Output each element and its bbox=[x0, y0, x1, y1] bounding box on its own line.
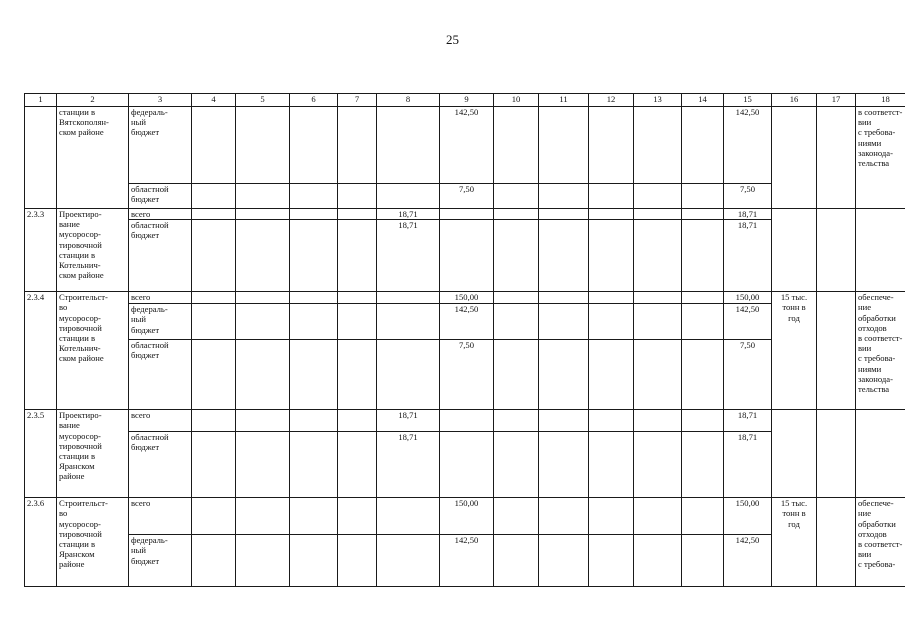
funding-source-cell: всего bbox=[129, 498, 192, 535]
empty-cell bbox=[236, 340, 290, 410]
empty-cell bbox=[338, 535, 377, 587]
empty-cell bbox=[290, 432, 338, 498]
value-cell: 150,00 bbox=[440, 498, 494, 535]
capacity-cell bbox=[772, 410, 817, 498]
empty-cell bbox=[192, 432, 236, 498]
column-header: 3 bbox=[129, 94, 192, 107]
empty-cell bbox=[338, 209, 377, 220]
empty-cell bbox=[589, 432, 634, 498]
empty-cell bbox=[539, 304, 589, 340]
empty-cell bbox=[236, 292, 290, 304]
value-cell: 18,71 bbox=[377, 220, 440, 292]
value-cell: 150,00 bbox=[440, 292, 494, 304]
empty-cell bbox=[377, 107, 440, 184]
empty-cell bbox=[290, 340, 338, 410]
column-header: 17 bbox=[817, 94, 856, 107]
empty-cell bbox=[290, 292, 338, 304]
empty-cell bbox=[589, 209, 634, 220]
result-cell bbox=[856, 209, 905, 292]
empty-cell bbox=[192, 292, 236, 304]
empty-cell bbox=[290, 410, 338, 432]
empty-cell bbox=[539, 209, 589, 220]
total-cell: 142,50 bbox=[724, 535, 772, 587]
column-header: 6 bbox=[290, 94, 338, 107]
table-row bbox=[25, 410, 905, 432]
result-cell: обеспече- ние обработки отходов в соответст- вии с требова- bbox=[856, 498, 905, 587]
item-number-cell: 2.3.4 bbox=[25, 292, 57, 410]
empty-cell bbox=[634, 535, 682, 587]
empty-cell bbox=[494, 304, 539, 340]
result-cell bbox=[856, 410, 905, 498]
empty-cell bbox=[634, 209, 682, 220]
empty-cell bbox=[589, 292, 634, 304]
empty-cell bbox=[539, 340, 589, 410]
empty-cell bbox=[338, 292, 377, 304]
column-header: 12 bbox=[589, 94, 634, 107]
total-cell: 150,00 bbox=[724, 498, 772, 535]
table-row bbox=[25, 209, 905, 220]
page-number: 25 bbox=[446, 32, 459, 47]
empty-cell bbox=[377, 535, 440, 587]
empty-cell bbox=[192, 184, 236, 209]
empty-cell bbox=[817, 498, 856, 587]
empty-cell bbox=[192, 340, 236, 410]
empty-cell bbox=[539, 432, 589, 498]
empty-cell bbox=[338, 184, 377, 209]
funding-source-cell: областной бюджет bbox=[129, 432, 192, 498]
value-cell: 18,71 bbox=[377, 410, 440, 432]
total-cell: 142,50 bbox=[724, 304, 772, 340]
column-number-row bbox=[25, 94, 905, 107]
item-number-cell: 2.3.3 bbox=[25, 209, 57, 292]
budget-table bbox=[24, 93, 905, 587]
result-cell: в соответст- вии с требова- ниями законода- тельства bbox=[856, 107, 905, 209]
empty-cell bbox=[192, 209, 236, 220]
empty-cell bbox=[494, 535, 539, 587]
column-header: 1 bbox=[25, 94, 57, 107]
column-header: 14 bbox=[682, 94, 724, 107]
total-cell: 18,71 bbox=[724, 209, 772, 220]
funding-source-cell: всего bbox=[129, 410, 192, 432]
empty-cell bbox=[494, 107, 539, 184]
total-cell: 18,71 bbox=[724, 220, 772, 292]
empty-cell bbox=[338, 304, 377, 340]
empty-cell bbox=[539, 220, 589, 292]
empty-cell bbox=[338, 432, 377, 498]
empty-cell bbox=[192, 220, 236, 292]
empty-cell bbox=[290, 220, 338, 292]
empty-cell bbox=[589, 535, 634, 587]
empty-cell bbox=[634, 410, 682, 432]
empty-cell bbox=[236, 184, 290, 209]
funding-source-cell: областной бюджет bbox=[129, 184, 192, 209]
capacity-cell bbox=[772, 107, 817, 209]
empty-cell bbox=[589, 340, 634, 410]
empty-cell bbox=[236, 498, 290, 535]
empty-cell bbox=[817, 292, 856, 410]
empty-cell bbox=[539, 535, 589, 587]
empty-cell bbox=[192, 498, 236, 535]
empty-cell bbox=[634, 292, 682, 304]
column-header: 13 bbox=[634, 94, 682, 107]
column-header: 2 bbox=[57, 94, 129, 107]
total-cell: 18,71 bbox=[724, 410, 772, 432]
empty-cell bbox=[539, 410, 589, 432]
capacity-cell: 15 тыс. тонн в год bbox=[772, 292, 817, 410]
empty-cell bbox=[817, 209, 856, 292]
empty-cell bbox=[290, 209, 338, 220]
empty-cell bbox=[682, 304, 724, 340]
column-header: 4 bbox=[192, 94, 236, 107]
empty-cell bbox=[377, 184, 440, 209]
column-header: 7 bbox=[338, 94, 377, 107]
empty-cell bbox=[589, 107, 634, 184]
empty-cell bbox=[494, 340, 539, 410]
table-row bbox=[25, 292, 905, 304]
empty-cell bbox=[634, 498, 682, 535]
total-cell: 7,50 bbox=[724, 184, 772, 209]
total-cell: 150,00 bbox=[724, 292, 772, 304]
empty-cell bbox=[440, 220, 494, 292]
empty-cell bbox=[682, 209, 724, 220]
empty-cell bbox=[192, 304, 236, 340]
funding-source-cell: всего bbox=[129, 292, 192, 304]
funding-source-cell: федераль- ный бюджет bbox=[129, 535, 192, 587]
empty-cell bbox=[440, 410, 494, 432]
funding-source-cell: областной бюджет bbox=[129, 220, 192, 292]
column-header: 15 bbox=[724, 94, 772, 107]
empty-cell bbox=[290, 498, 338, 535]
empty-cell bbox=[682, 220, 724, 292]
empty-cell bbox=[494, 209, 539, 220]
empty-cell bbox=[236, 410, 290, 432]
total-cell: 18,71 bbox=[724, 432, 772, 498]
result-cell: обеспече- ние обработки отходов в соответст- вии с требова- ниями законода- тельства bbox=[856, 292, 905, 410]
empty-cell bbox=[682, 107, 724, 184]
item-number-cell: 2.3.6 bbox=[25, 498, 57, 587]
empty-cell bbox=[682, 498, 724, 535]
column-header: 8 bbox=[377, 94, 440, 107]
empty-cell bbox=[192, 535, 236, 587]
value-cell: 142,50 bbox=[440, 107, 494, 184]
empty-cell bbox=[682, 410, 724, 432]
empty-cell bbox=[589, 184, 634, 209]
empty-cell bbox=[338, 340, 377, 410]
empty-cell bbox=[494, 292, 539, 304]
funding-source-cell: федераль- ный бюджет bbox=[129, 107, 192, 184]
empty-cell bbox=[589, 498, 634, 535]
empty-cell bbox=[589, 410, 634, 432]
funding-source-cell: всего bbox=[129, 209, 192, 220]
empty-cell bbox=[338, 220, 377, 292]
empty-cell bbox=[817, 410, 856, 498]
empty-cell bbox=[634, 432, 682, 498]
item-name-cell: Строительст- во мусоросор- тировочной станции в Яранском районе bbox=[57, 498, 129, 587]
empty-cell bbox=[539, 107, 589, 184]
empty-cell bbox=[494, 184, 539, 209]
empty-cell bbox=[589, 304, 634, 340]
empty-cell bbox=[494, 432, 539, 498]
empty-cell bbox=[236, 432, 290, 498]
empty-cell bbox=[817, 107, 856, 209]
empty-cell bbox=[290, 535, 338, 587]
empty-cell bbox=[338, 498, 377, 535]
value-cell: 18,71 bbox=[377, 432, 440, 498]
item-name-cell: Проектиро- вание мусоросор- тировочной станции в Яранском районе bbox=[57, 410, 129, 498]
column-header: 9 bbox=[440, 94, 494, 107]
empty-cell bbox=[539, 292, 589, 304]
empty-cell bbox=[290, 304, 338, 340]
empty-cell bbox=[634, 304, 682, 340]
funding-source-cell: областной бюджет bbox=[129, 340, 192, 410]
empty-cell bbox=[539, 498, 589, 535]
total-cell: 7,50 bbox=[724, 340, 772, 410]
item-name-cell: Проектиро- вание мусоросор- тировочной станции в Котельнич- ском районе bbox=[57, 209, 129, 292]
empty-cell bbox=[377, 292, 440, 304]
empty-cell bbox=[634, 107, 682, 184]
table-row bbox=[25, 498, 905, 535]
empty-cell bbox=[682, 184, 724, 209]
empty-cell bbox=[494, 498, 539, 535]
column-header: 18 bbox=[856, 94, 905, 107]
value-cell: 142,50 bbox=[440, 535, 494, 587]
empty-cell bbox=[682, 292, 724, 304]
empty-cell bbox=[539, 184, 589, 209]
empty-cell bbox=[634, 220, 682, 292]
empty-cell bbox=[377, 498, 440, 535]
value-cell: 7,50 bbox=[440, 184, 494, 209]
empty-cell bbox=[440, 209, 494, 220]
column-header: 5 bbox=[236, 94, 290, 107]
empty-cell bbox=[682, 340, 724, 410]
empty-cell bbox=[338, 107, 377, 184]
funding-source-cell: федераль- ный бюджет bbox=[129, 304, 192, 340]
empty-cell bbox=[236, 107, 290, 184]
empty-cell bbox=[236, 535, 290, 587]
empty-cell bbox=[236, 220, 290, 292]
empty-cell bbox=[494, 410, 539, 432]
value-cell: 142,50 bbox=[440, 304, 494, 340]
empty-cell bbox=[377, 340, 440, 410]
empty-cell bbox=[682, 535, 724, 587]
empty-cell bbox=[634, 340, 682, 410]
empty-cell bbox=[494, 220, 539, 292]
value-cell: 7,50 bbox=[440, 340, 494, 410]
empty-cell bbox=[440, 432, 494, 498]
empty-cell bbox=[236, 209, 290, 220]
total-cell: 142,50 bbox=[724, 107, 772, 184]
item-number-cell: 2.3.5 bbox=[25, 410, 57, 498]
empty-cell bbox=[290, 184, 338, 209]
capacity-cell: 15 тыс. тонн в год bbox=[772, 498, 817, 587]
empty-cell bbox=[192, 410, 236, 432]
empty-cell bbox=[236, 304, 290, 340]
item-name-cell: станции в Вятскополян- ском районе bbox=[57, 107, 129, 209]
column-header: 11 bbox=[539, 94, 589, 107]
empty-cell bbox=[682, 432, 724, 498]
item-number-cell bbox=[25, 107, 57, 209]
empty-cell bbox=[377, 304, 440, 340]
capacity-cell bbox=[772, 209, 817, 292]
empty-cell bbox=[589, 220, 634, 292]
table-row bbox=[25, 107, 905, 184]
empty-cell bbox=[634, 184, 682, 209]
empty-cell bbox=[192, 107, 236, 184]
empty-cell bbox=[338, 410, 377, 432]
item-name-cell: Строительст- во мусоросор- тировочной станции в Котельнич- ском районе bbox=[57, 292, 129, 410]
empty-cell bbox=[290, 107, 338, 184]
column-header: 10 bbox=[494, 94, 539, 107]
value-cell: 18,71 bbox=[377, 209, 440, 220]
column-header: 16 bbox=[772, 94, 817, 107]
